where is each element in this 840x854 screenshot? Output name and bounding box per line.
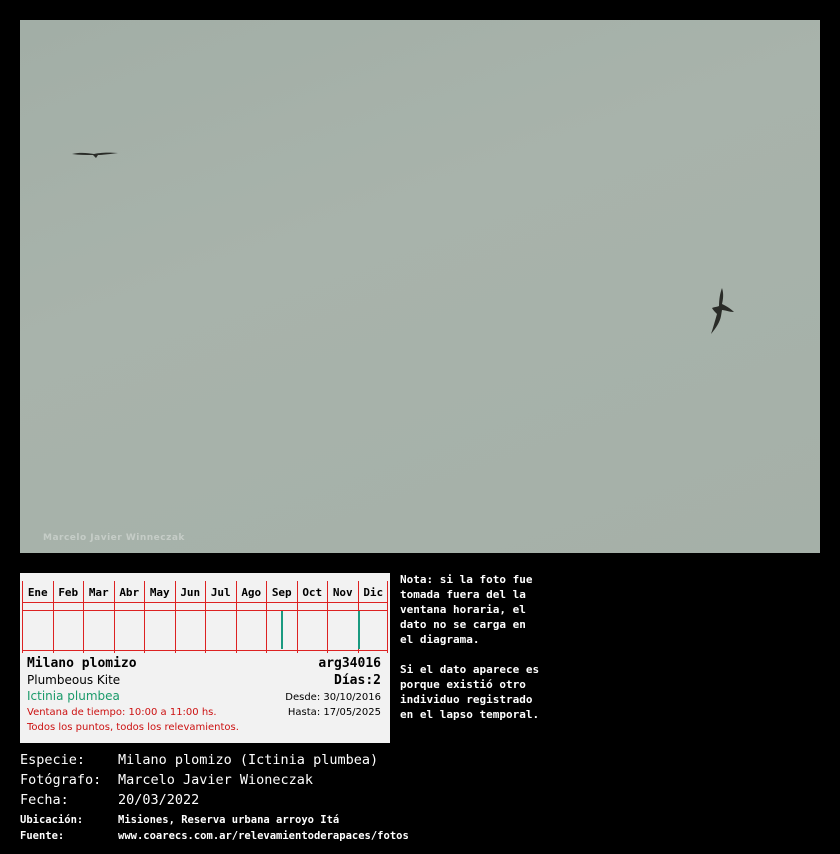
month-label: Dic [363,586,384,599]
note-panel [400,572,560,737]
days-count: Días:2 [334,673,381,688]
grid-line [387,581,388,653]
info-ubicacion [20,814,339,826]
info-fotografo [20,772,313,788]
info-fecha [20,792,199,808]
month-label: Oct [302,586,323,599]
month-column [144,581,175,653]
record-tick-oct [281,611,283,649]
record-tick-may [358,611,360,649]
photo-watermark: Marcelo Javier Winneczak [43,533,185,543]
grid-line [22,610,388,611]
month-column [22,581,53,653]
fecha-value: 20/03/2022 [118,792,200,808]
month-column [327,581,358,653]
record-card [20,573,390,743]
species-spanish-name: Milano plomizo [27,656,137,671]
month-label: Jun [180,586,201,599]
month-label: Feb [58,586,79,599]
species-scientific-name: Ictinia plumbea [27,689,120,703]
month-label: Nov [332,586,353,599]
month-label: May [149,586,170,599]
ubicacion-label: Ubicación: [20,814,84,826]
month-column [53,581,84,653]
grid-line [22,602,388,603]
month-diagram [22,581,388,653]
month-column [205,581,236,653]
note-paragraph-1: Nota: si la foto fue tomada fuera del la ventana horaria, el dato no se carga en el diagrama. [400,573,533,646]
scope-note: Todos los puntos, todos los relevamientos. [27,722,239,733]
date-to: Hasta: 17/05/2025 [287,707,381,718]
month-label: Jul [210,586,231,599]
bird-silhouette-icon [72,148,118,160]
bird-photo [20,20,820,553]
month-column [358,581,389,653]
info-especie [20,752,378,768]
fuente-label: Fuente: [20,830,65,842]
ubicacion-value: Misiones, Reserva urbana arroyo Itá [118,814,340,826]
fecha-label: Fecha: [20,792,69,808]
time-window: Ventana de tiempo: 10:00 a 11:00 hs. [27,707,217,718]
grid-line [22,650,388,651]
especie-value: Milano plomizo (Ictinia plumbea) [118,752,379,768]
especie-label: Especie: [20,752,86,768]
month-column [114,581,145,653]
month-column [236,581,267,653]
month-label: Ago [241,586,262,599]
species-english-name: Plumbeous Kite [27,673,121,687]
fotografo-value: Marcelo Javier Wioneczak [118,772,314,788]
month-label: Abr [119,586,140,599]
month-column [297,581,328,653]
note-paragraph-2: Si el dato aparece es porque existió otro individuo registrado en el lapso temporal. [400,663,540,721]
month-column [83,581,114,653]
bird-silhouette-icon [708,288,734,334]
month-column [175,581,206,653]
month-label: Mar [88,586,109,599]
fuente-value[interactable]: www.coarecs.com.ar/relevamientoderapaces/fotos [118,830,409,842]
info-fuente [20,830,409,842]
fotografo-label: Fotógrafo: [20,772,102,788]
record-id: arg34016 [318,656,381,671]
month-label: Ene [27,586,48,599]
date-from: Desde: 30/10/2016 [285,692,381,703]
month-label: Sep [271,586,292,599]
